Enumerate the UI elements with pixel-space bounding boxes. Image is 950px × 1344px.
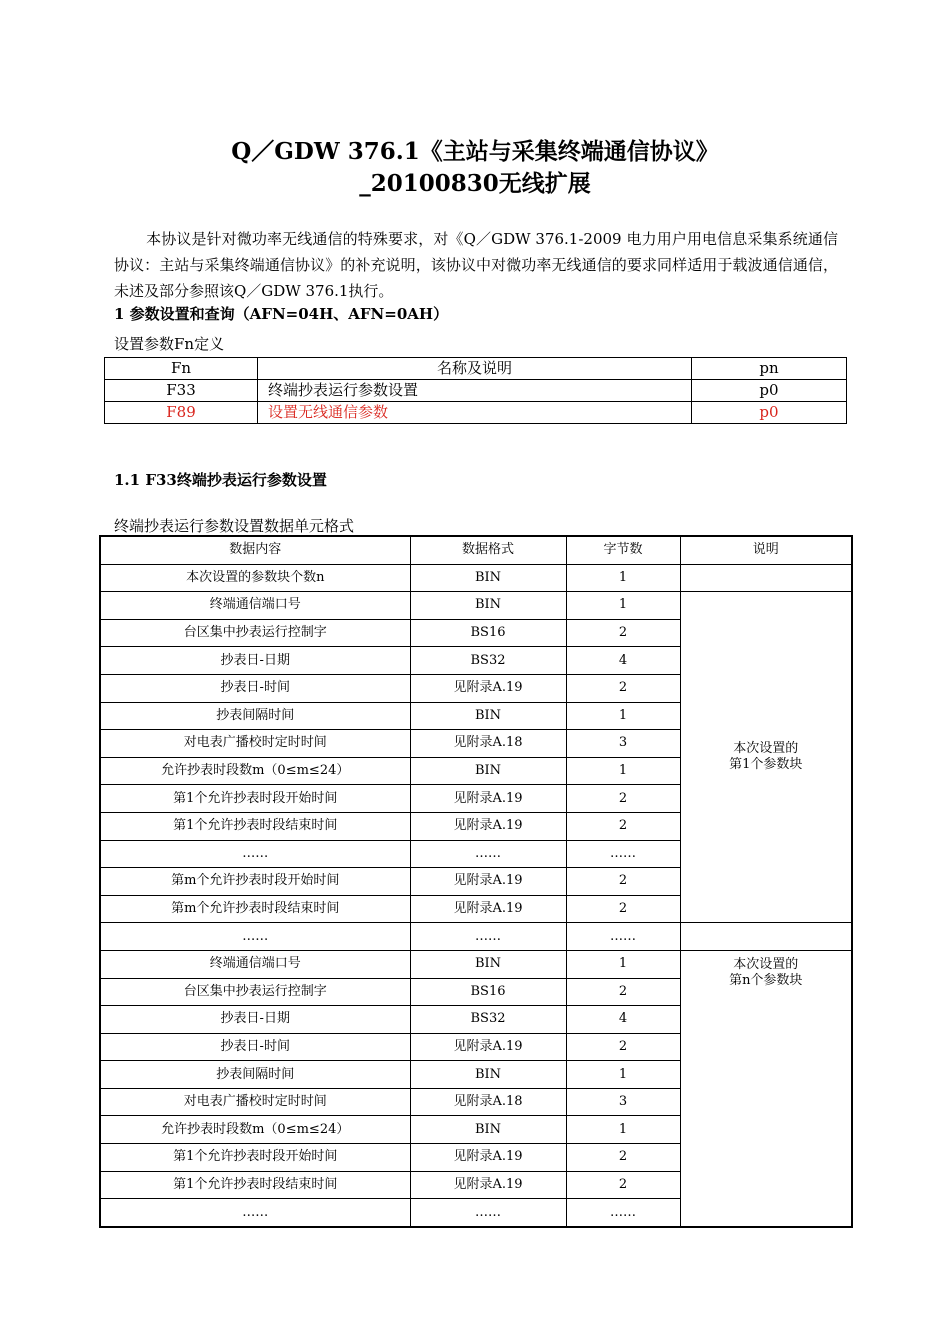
table-row-highlighted [105,402,847,424]
block1-description [680,592,852,923]
section11-heading: 1.1 F33终端抄表运行参数设置 [114,471,327,489]
header-name: 名称及说明 [258,358,692,380]
cell-data-format: 见附录A.19 [410,785,566,813]
cell-data-content: 抄表日-日期 [100,647,410,675]
cell-data-content: 本次设置的参数块个数n [100,564,410,592]
cell-data-format: …… [410,923,566,951]
cell-data-content: …… [100,840,410,868]
cell-byte-count: 2 [566,1033,680,1061]
cell-data-format: 见附录A.18 [410,730,566,758]
cell-data-content: …… [100,923,410,951]
header-data-format: 数据格式 [410,536,566,564]
cell-description [680,564,852,592]
cell-data-content: 抄表日-日期 [100,1006,410,1034]
cell-data-content: 台区集中抄表运行控制字 [100,619,410,647]
cell-name: 设置无线通信参数 [258,402,692,424]
intro-paragraph [114,226,838,304]
blockn-note-line2: 第n个参数块 [729,972,803,988]
header-pn: pn [692,358,847,380]
table-row [105,380,847,402]
cell-data-format: BS16 [410,978,566,1006]
cell-data-content: 第m个允许抄表时段结束时间 [100,895,410,923]
cell-data-content: …… [100,1199,410,1227]
table-header-row [105,358,847,380]
cell-data-format: 见附录A.19 [410,1171,566,1199]
cell-byte-count: 1 [566,950,680,978]
cell-byte-count: 2 [566,785,680,813]
cell-data-content: 抄表日-时间 [100,1033,410,1061]
cell-data-format: BIN [410,702,566,730]
fn-definition-table [104,357,847,424]
cell-data-content: 对电表广播校时定时时间 [100,1088,410,1116]
cell-data-format: BIN [410,757,566,785]
cell-fn: F89 [105,402,258,424]
cell-data-format: BIN [410,1116,566,1144]
section1-heading: 1 参数设置和查询（AFN=04H、AFN=0AH） [114,305,449,323]
header-fn: Fn [105,358,258,380]
cell-byte-count: 2 [566,812,680,840]
cell-byte-count: 2 [566,674,680,702]
table-row [100,950,852,978]
cell-byte-count: …… [566,840,680,868]
cell-byte-count: 2 [566,978,680,1006]
cell-byte-count: 2 [566,1171,680,1199]
cell-data-format: BS32 [410,647,566,675]
block1-note-line1: 本次设置的 [733,741,799,757]
cell-data-format: …… [410,1199,566,1227]
cell-byte-count: 1 [566,592,680,620]
cell-data-content: 抄表日-时间 [100,674,410,702]
cell-data-format: 见附录A.19 [410,812,566,840]
cell-data-content: 第m个允许抄表时段开始时间 [100,868,410,896]
cell-byte-count: 1 [566,564,680,592]
cell-byte-count: 2 [566,895,680,923]
cell-data-content: 允许抄表时段数m（0≤m≤24） [100,1116,410,1144]
cell-data-format: 见附录A.19 [410,1033,566,1061]
table-row [100,592,852,620]
cell-data-format: 见附录A.19 [410,868,566,896]
cell-data-content: 终端通信端口号 [100,950,410,978]
cell-data-content: 抄表间隔时间 [100,702,410,730]
cell-pn: p0 [692,402,847,424]
cell-data-format: 见附录A.18 [410,1088,566,1116]
document-title-line2: _20100830无线扩展 [359,170,591,197]
block1-note-line2: 第1个参数块 [729,757,803,773]
cell-data-content: 台区集中抄表运行控制字 [100,978,410,1006]
fn-table-caption: 设置参数Fn定义 [114,335,225,353]
cell-data-content: 第1个允许抄表时段结束时间 [100,1171,410,1199]
cell-description [680,923,852,951]
f33-data-unit-table [99,535,853,1228]
cell-data-format: BIN [410,564,566,592]
header-byte-count: 字节数 [566,536,680,564]
cell-data-format: BS16 [410,619,566,647]
cell-byte-count: 2 [566,868,680,896]
cell-byte-count: 3 [566,730,680,758]
cell-data-format: BIN [410,1061,566,1089]
header-data-content: 数据内容 [100,536,410,564]
cell-data-format: …… [410,840,566,868]
cell-byte-count: 3 [566,1088,680,1116]
intro-text: 本协议是针对微功率无线通信的特殊要求，对《Q／GDW 376.1-2009 电力用户用电信息采集系统通信协议：主站与采集终端通信协议》的补充说明，该协议中对微功率无线通信的要求同样适用于载波通信通信，未述及部分参照该Q／GDW 376.1执行。 [114,230,838,300]
table-row [100,564,852,592]
cell-fn: F33 [105,380,258,402]
cell-data-content: 抄表间隔时间 [100,1061,410,1089]
cell-byte-count: 2 [566,619,680,647]
cell-byte-count: 1 [566,1116,680,1144]
table-row [100,923,852,951]
cell-data-content: 终端通信端口号 [100,592,410,620]
cell-data-format: 见附录A.19 [410,674,566,702]
cell-data-format: BS32 [410,1006,566,1034]
document-title-line1: Q／GDW 376.1《主站与采集终端通信协议》 [231,138,719,165]
cell-name: 终端抄表运行参数设置 [258,380,692,402]
blockn-description [680,950,852,1226]
cell-data-content: 第1个允许抄表时段开始时间 [100,785,410,813]
cell-pn: p0 [692,380,847,402]
f33-table-caption: 终端抄表运行参数设置数据单元格式 [114,517,355,535]
cell-data-content: 第1个允许抄表时段开始时间 [100,1144,410,1172]
cell-byte-count: 4 [566,647,680,675]
cell-data-format: BIN [410,950,566,978]
cell-byte-count: 1 [566,757,680,785]
cell-data-content: 对电表广播校时定时时间 [100,730,410,758]
blockn-note-line1: 本次设置的 [733,956,799,972]
cell-byte-count: 2 [566,1144,680,1172]
cell-data-format: 见附录A.19 [410,895,566,923]
cell-byte-count: 4 [566,1006,680,1034]
table-header-row [100,536,852,564]
cell-data-format: BIN [410,592,566,620]
cell-byte-count: 1 [566,702,680,730]
cell-data-format: 见附录A.19 [410,1144,566,1172]
cell-data-content: 允许抄表时段数m（0≤m≤24） [100,757,410,785]
cell-byte-count: 1 [566,1061,680,1089]
header-description: 说明 [680,536,852,564]
cell-byte-count: …… [566,923,680,951]
cell-data-content: 第1个允许抄表时段结束时间 [100,812,410,840]
cell-byte-count: …… [566,1199,680,1227]
